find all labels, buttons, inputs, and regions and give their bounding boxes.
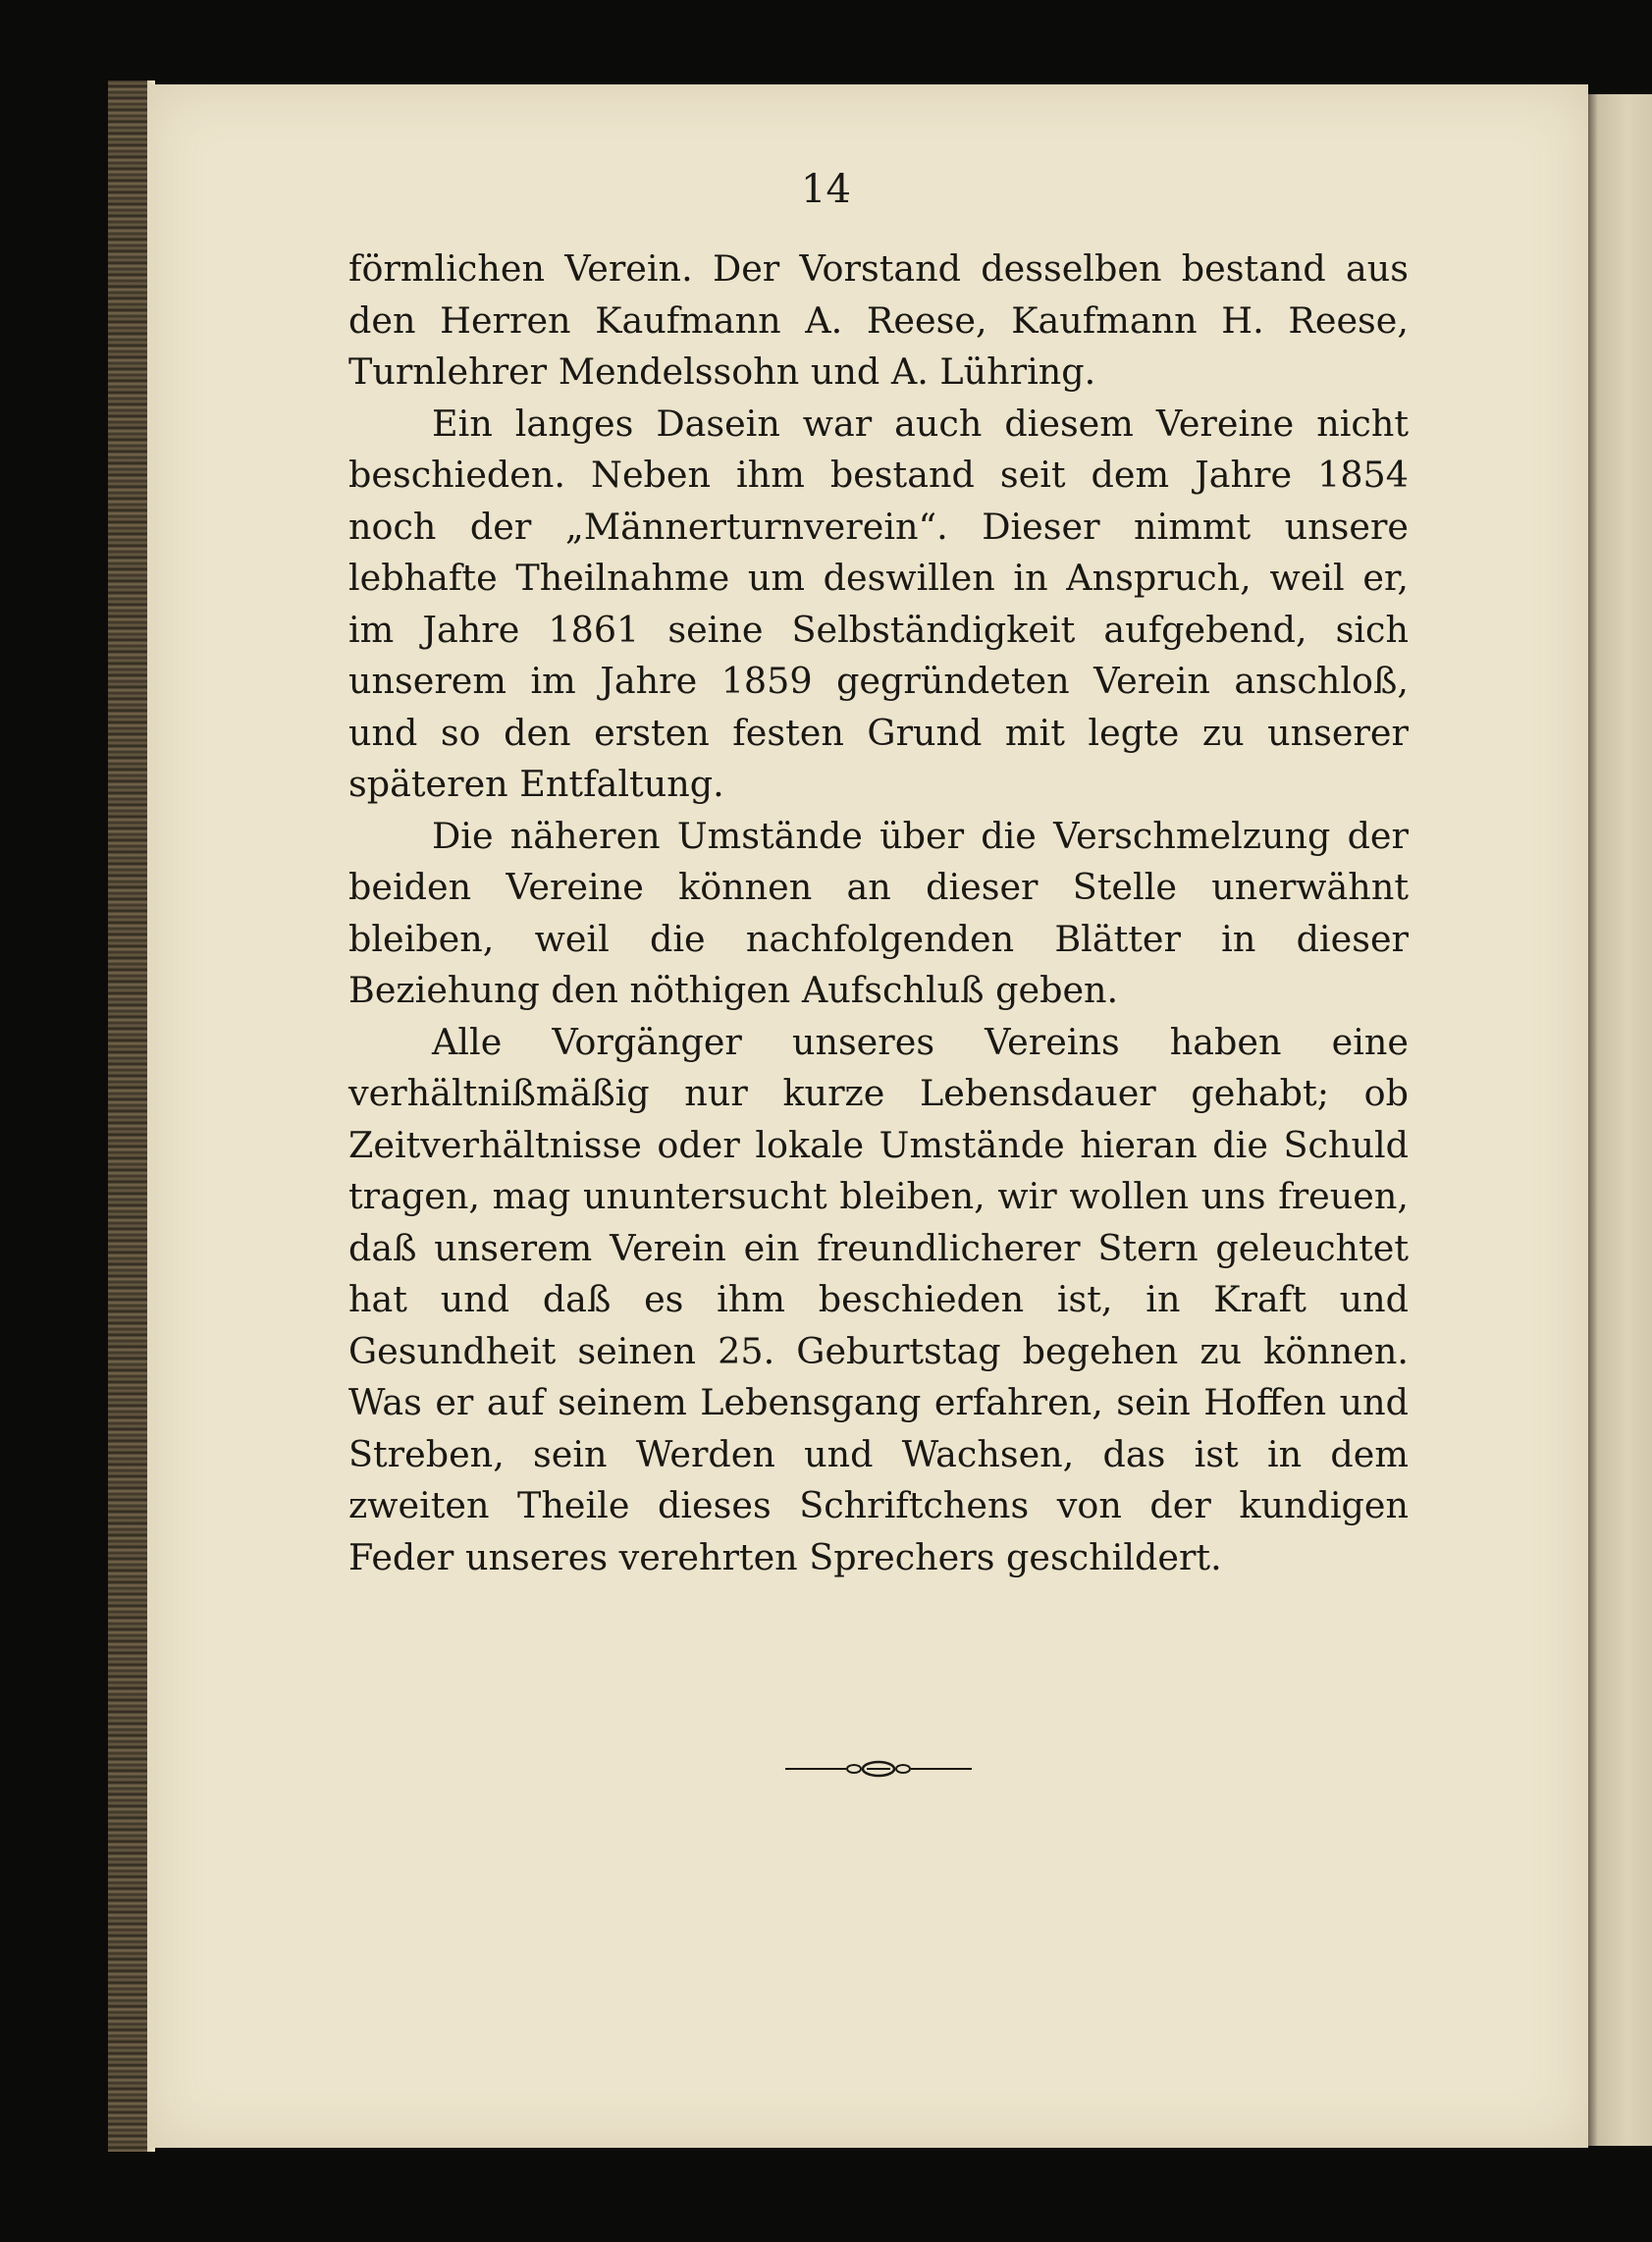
paragraph-4: Alle Vorgänger unseres Vereins haben eine verhältnißmäßig nur kurze Lebensdauer gehabt; ob Zeitverhältnisse oder lokale Umstände hieran die Schuld tragen, mag ununtersucht bleiben, wir wollen uns freuen, daß unserem Verein ein freundlicherer Stern geleuchtet hat und daß es ihm beschieden ist, in Kraft und Gesundheit seinen 25. Geburtstag begehen zu können. Was er auf seinem Lebensgang erfahren, sein Hoffen und Streben, sein Werden und Wachsen, das ist in dem zweiten Theile dieses Schriftchens von der kundigen Feder unseres verehrten Sprechers geschildert. (348, 1020, 1409, 1578)
next-page-edge (1588, 94, 1652, 2146)
body-text (348, 243, 1409, 1583)
paragraph-3: Die näheren Umstände über die Verschmelzung der beiden Vereine können an dieser Stelle unerwähnt bleiben, weil die nachfolgenden Blätter in dieser Beziehung den nöthigen Aufschluß geben. (348, 814, 1409, 1011)
paragraph-2: Ein langes Dasein war auch diesem Vereine nicht beschieden. Neben ihm bestand seit dem Jahre 1854 noch der „Männerturnverein“. Dieser nimmt unsere lebhafte Theilnahme um deswillen in Anspruch, weil er, im Jahre 1861 seine Selbständigkeit aufgebend, sich unserem im Jahre 1859 gegründeten Verein anschloß, und so den ersten festen Grund mit legte zu unserer späteren Entfaltung. (348, 401, 1409, 805)
book-binding-edge (108, 80, 149, 2152)
paragraph-1: förmlichen Verein. Der Vorstand desselben bestand aus den Herren Kaufmann A. Reese, Kaufmann H. Reese, Turnlehrer Mendelssohn und A. Lühring. (348, 247, 1409, 393)
page-number: 14 (801, 167, 851, 212)
end-ornament-icon (785, 1757, 972, 1781)
